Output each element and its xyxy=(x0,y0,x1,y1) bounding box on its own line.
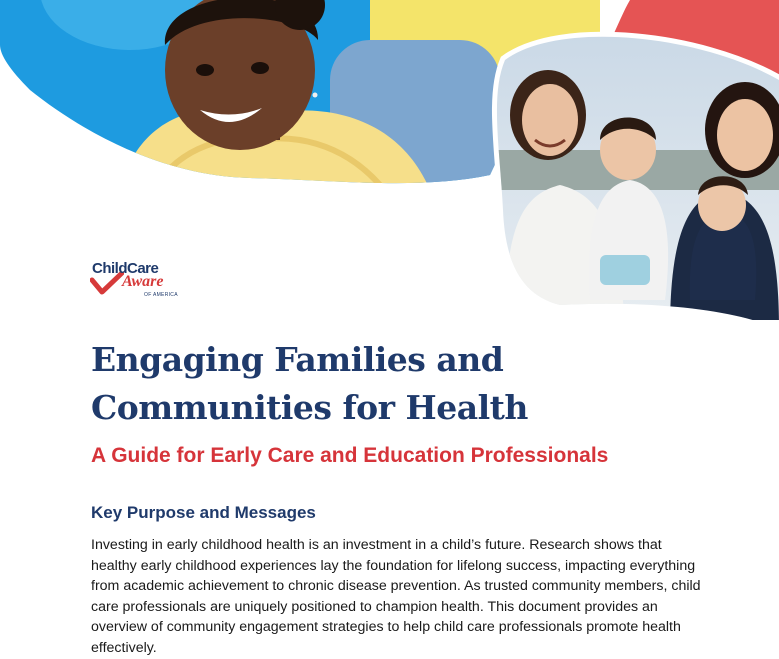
logo-text-childcare: ChildCare xyxy=(92,260,159,277)
childcare-aware-logo xyxy=(90,250,190,302)
page-title-line-2: Communities for Health xyxy=(91,388,528,427)
page-title-line-1: Engaging Families and xyxy=(91,340,504,379)
page-subtitle: A Guide for Early Care and Education Professionals xyxy=(91,444,609,467)
section-heading: Key Purpose and Messages xyxy=(91,503,316,522)
logo-text-aware: Aware xyxy=(122,273,164,290)
family-photo xyxy=(495,20,779,320)
logo-text-of-america: OF AMERICA xyxy=(144,292,178,298)
page-title xyxy=(91,336,691,432)
body-paragraph: Investing in early childhood health is an investment in a child’s future. Research shows that healthy early childhood experiences lay the foundation for lifelong success, impacting everything from academic achievement to chronic disease prevention. As trusted community members, child care professionals are uniquely positioned to champion health. This document provides an overview of community engagement strategies to help child care professionals promote health effectively. xyxy=(91,537,701,656)
